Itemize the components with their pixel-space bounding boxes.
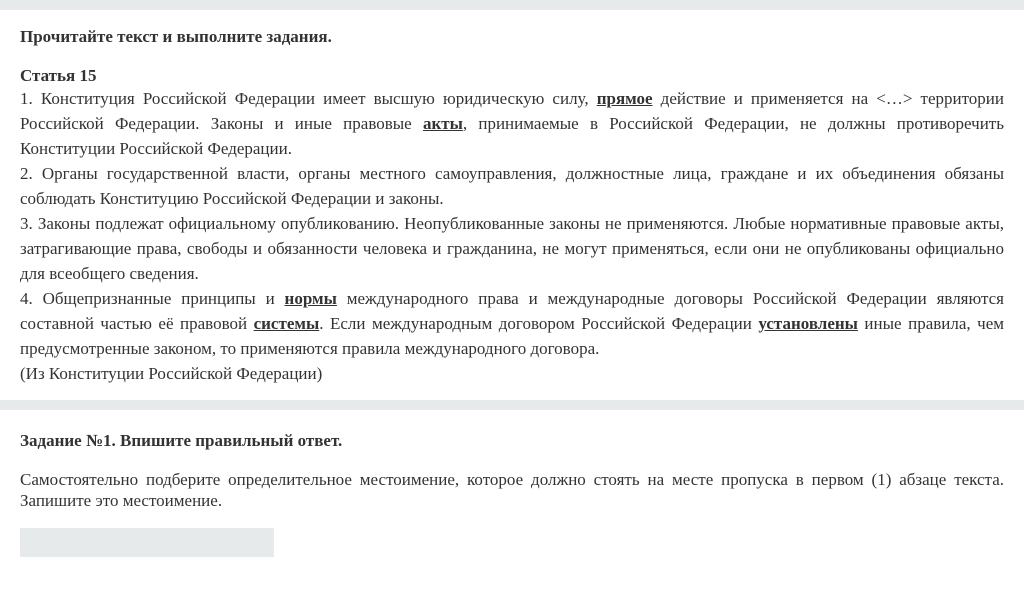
text: . Если международным договором Российской Федерации: [319, 314, 759, 333]
article-paragraph-4: [20, 286, 1004, 361]
article-source: (Из Конституции Российской Федерации): [20, 364, 323, 383]
task-text: Самостоятельно подберите определительное местоимение, которое должно стоять на месте пропуска в первом (1) абзаце текста. Запишите это местоимение.: [20, 470, 1004, 510]
middle-separator: [0, 400, 1024, 410]
article-title: Статья 15: [20, 66, 97, 85]
reading-section: [0, 10, 1024, 400]
highlighted-word: акты: [422, 114, 463, 133]
task-section: [0, 410, 1024, 557]
article-paragraph-1: [20, 86, 1004, 161]
article-paragraph-2: 2. Органы государственной власти, органы местного самоуправления, должностные лица, граждане и их объединения обязаны соблюдать Конституцию Российской Федерации и законы.: [20, 164, 1004, 208]
text: международного права и международные договоры Российской Федерации являются составной частью её правовой: [20, 289, 1004, 333]
text: 4. Общепризнанные принципы и: [20, 289, 285, 308]
article-paragraph-3: 3. Законы подлежат официальному опубликованию. Неопубликованные законы не применяются. Любые нормативные правовые акты, затрагивающие права, свободы и обязанности человека и гражданина, не могут применяться, если они не опубликованы официально для всеобщего сведения.: [20, 214, 1004, 283]
text: действие и применяется на <…> территории Российской Федерации. Законы и иные правовые: [20, 89, 1005, 133]
answer-input[interactable]: [20, 528, 274, 557]
top-separator: [0, 0, 1024, 10]
instruction-heading: Прочитайте текст и выполните задания.: [20, 27, 332, 46]
highlighted-word: установлены: [758, 314, 858, 333]
text: иные правила, чем предусмотренные законом, то применяются правила международного договора.: [20, 314, 1004, 358]
text: 1. Конституция Российской Федерации имеет высшую юридическую силу,: [20, 89, 597, 108]
highlighted-word: нормы: [284, 289, 337, 308]
text: , принимаемые в Российской Федерации, не должны противоречить Конституции Российской Федерации.: [20, 114, 1004, 158]
highlighted-word: прямое: [596, 89, 653, 108]
task-title: Задание №1. Впишите правильный ответ.: [20, 431, 343, 450]
highlighted-word: системы: [253, 314, 320, 333]
